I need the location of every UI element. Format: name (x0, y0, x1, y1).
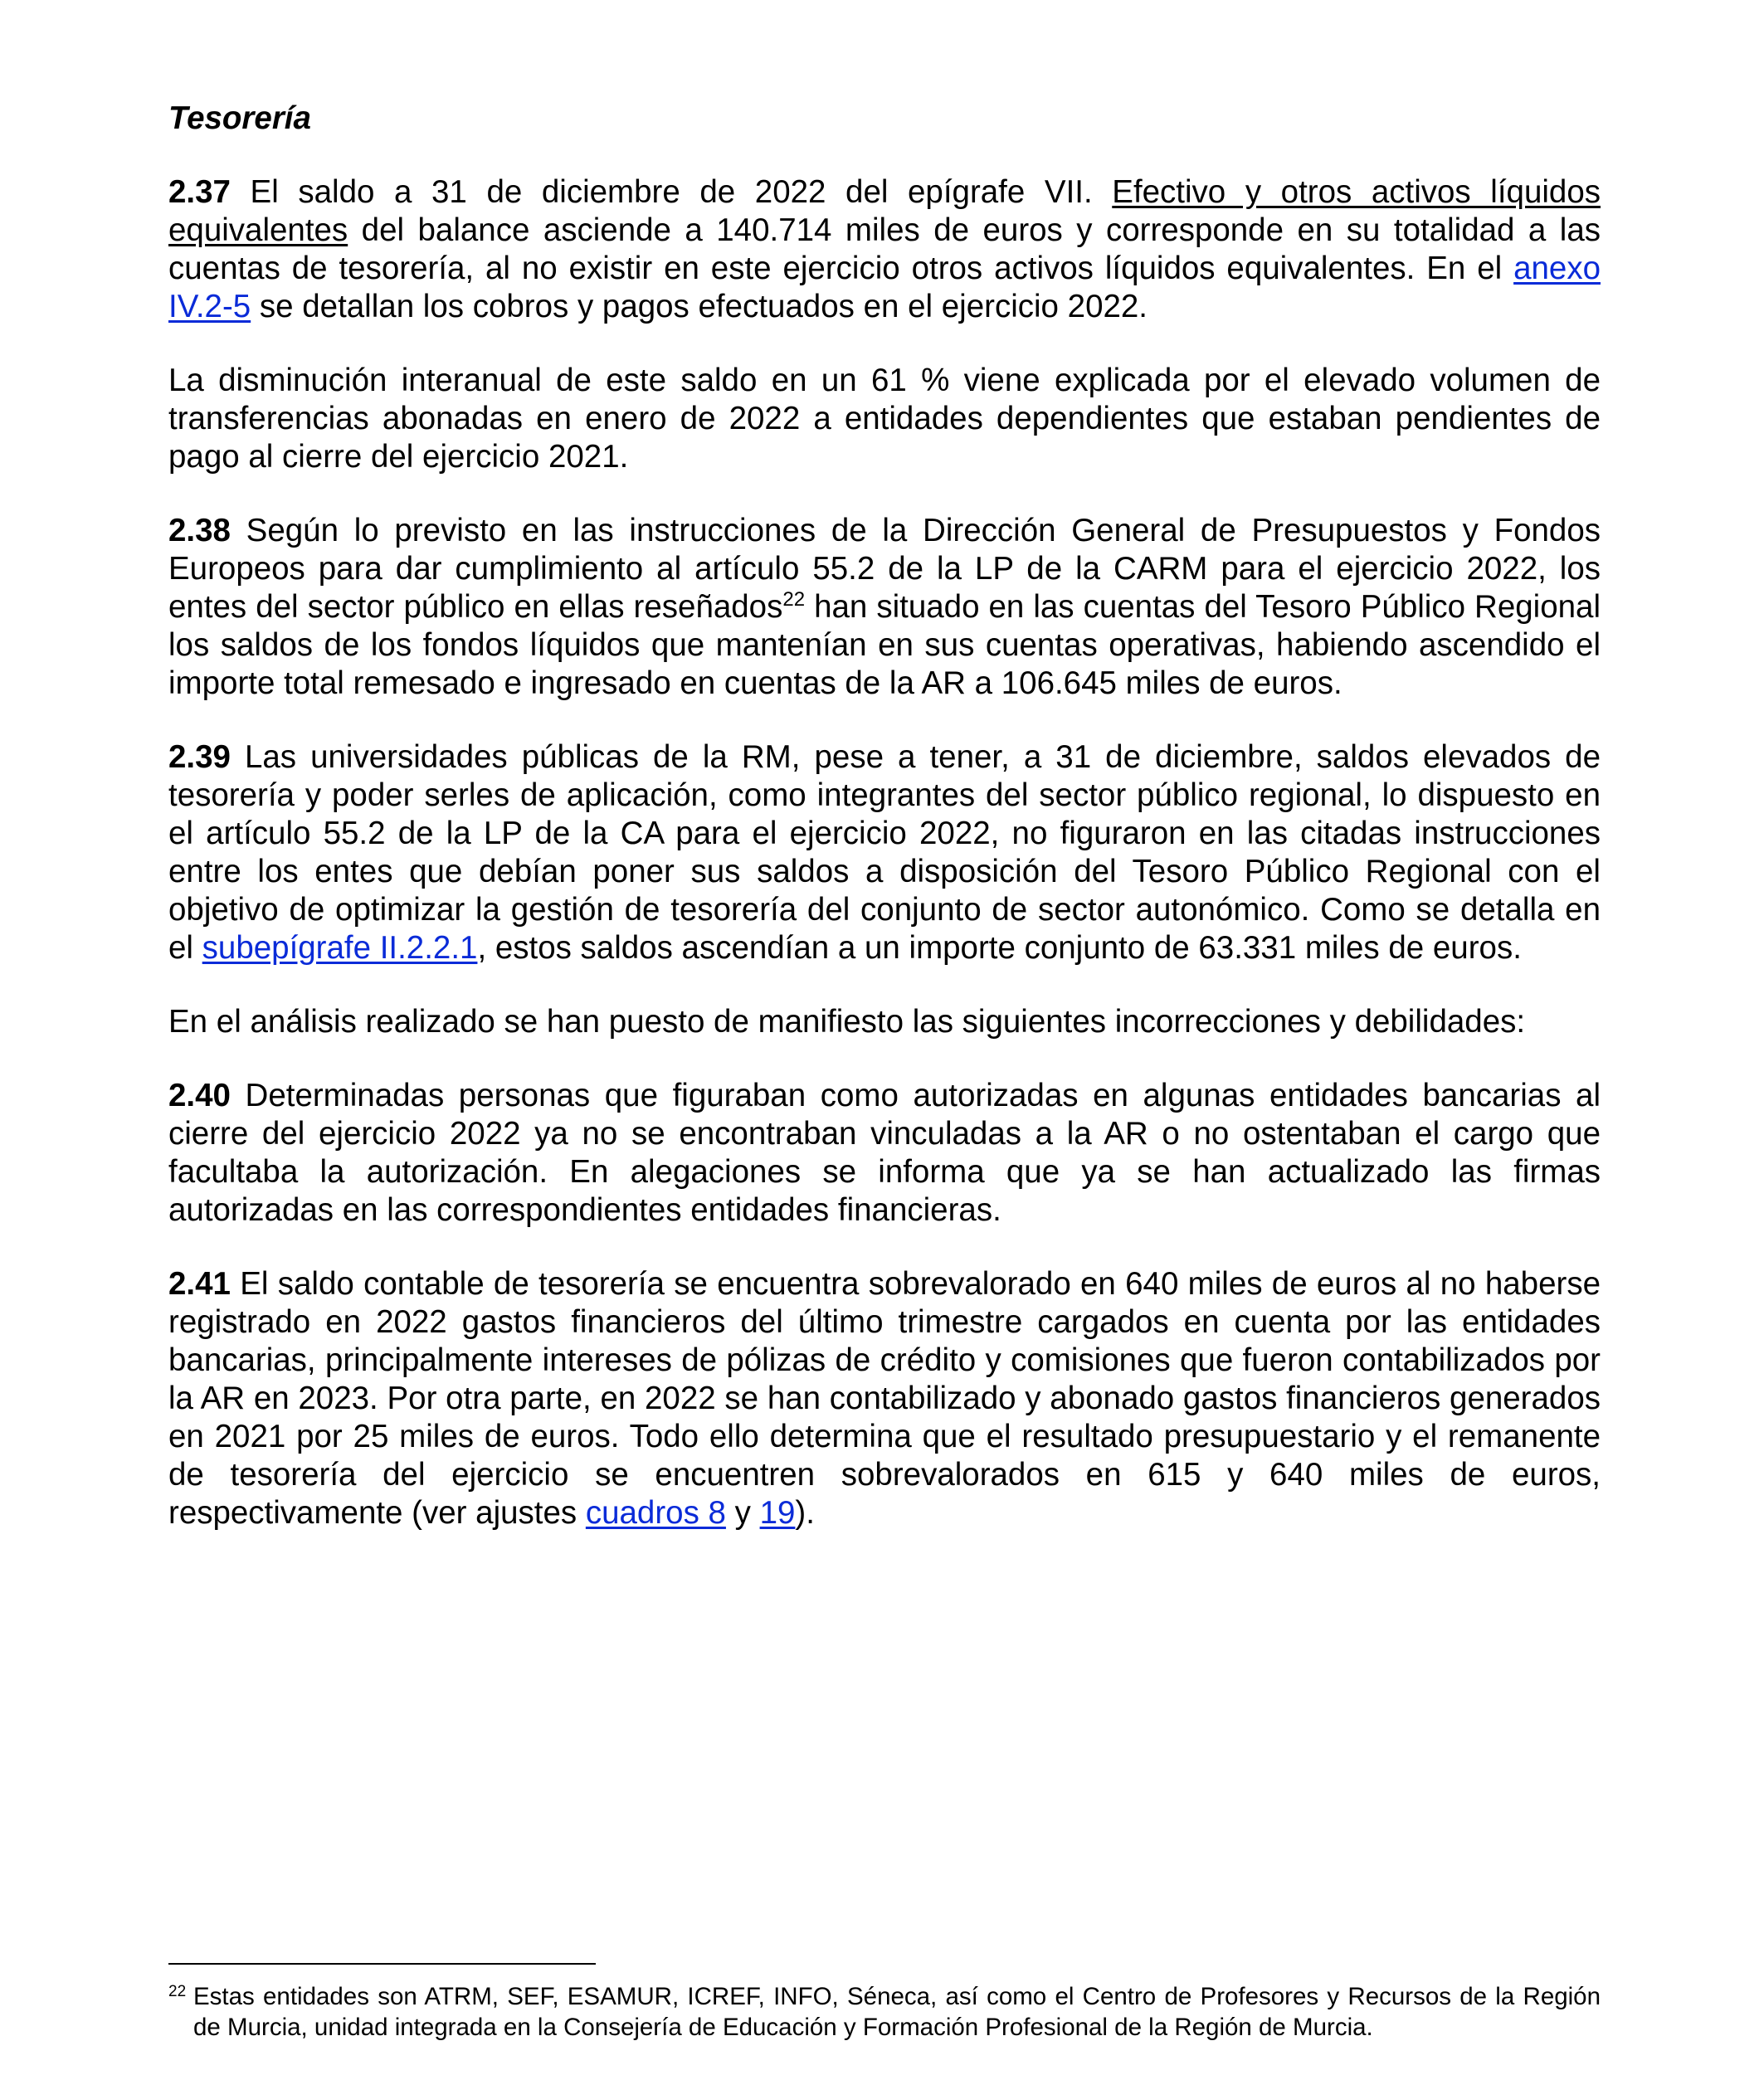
paragraph-text: ). (795, 1495, 815, 1531)
footnote-mark: 22 (168, 1983, 187, 2000)
footnote (168, 1981, 1601, 2043)
cuadros-8-link[interactable]: cuadros 8 (585, 1495, 726, 1531)
paragraph-disminucion: La disminución interanual de este saldo en un 61 % viene explicada por el elevado volumen de transferencias abonadas en enero de 2022 a entidades dependientes que estaban pendientes de pago al cierre del ejercicio 2021. (168, 363, 1601, 475)
paragraph-text: El saldo a 31 de diciembre de 2022 del epígrafe VII. (230, 174, 1113, 210)
paragraph-2-39 (168, 738, 1601, 967)
section-title: Tesorería (168, 100, 311, 136)
paragraph-text: del balance asciende a 140.714 miles de euros y corresponde en su totalidad a las cuentas de tesorería, al no existir en este ejercicio otros activos líquidos equivalentes. En el (168, 212, 1601, 286)
paragraph-text: y (725, 1495, 760, 1531)
paragraph-number: 2.38 (168, 513, 231, 548)
footnote-reference[interactable]: 22 (782, 588, 806, 611)
paragraph-number: 2.41 (168, 1266, 231, 1302)
footnote-row (168, 1981, 1601, 2043)
paragraph-number: 2.39 (168, 739, 231, 775)
paragraph-text: , estos saldos ascendían a un importe conjunto de 63.331 miles de euros. (477, 930, 1522, 966)
paragraph-text: Las universidades públicas de la RM, pese a tener, a 31 de diciembre, saldos elevados de tesorería y poder serles de aplicación, como integrantes del sector público regional, lo dispuesto en el artículo 55.2 de la LP de la CA para el ejercicio 2022, no figuraron en las citadas instrucciones entre los entes que debían poner sus saldos a disposición del Tesoro Público Regional con el objetivo de optimizar la gestión de tesorería del conjunto de sector autonómico. Como se detalla en el (168, 739, 1601, 966)
underlined-term: Efectivo y otros activos líquidos equivalentes (168, 174, 1601, 248)
paragraph-text: Determinadas personas que figuraban como autorizadas en algunas entidades bancarias al cierre del ejercicio 2022 ya no se encontraban vinculadas a la AR o no ostentaban el cargo que facultaba la autorización. En alegaciones se informa que ya se han actualizado las firmas autorizadas en las correspondientes entidades financieras. (168, 1078, 1601, 1228)
main-content (168, 100, 1601, 1568)
cuadro-19-link[interactable]: 19 (759, 1495, 796, 1531)
subepigrafe-link[interactable]: subepígrafe II.2.2.1 (202, 930, 478, 966)
paragraph-2-37 (168, 173, 1601, 326)
paragraph-text: han situado en las cuentas del Tesoro Público Regional los saldos de los fondos líquidos que mantenían en sus cuentas operativas, habiendo ascendido el importe total remesado e ingresado en cuentas de la AR a 106.645 miles de euros. (168, 589, 1601, 701)
paragraph-analisis: En el análisis realizado se han puesto de manifiesto las siguientes incorrecciones y debilidades: (168, 1004, 1526, 1040)
paragraph-2-38 (168, 512, 1601, 703)
footnote-separator (168, 1963, 596, 1965)
paragraph-2-40 (168, 1077, 1601, 1230)
paragraph-text: El saldo contable de tesorería se encuentra sobrevalorado en 640 miles de euros al no haberse registrado en 2022 gastos financieros del último trimestre cargados en cuenta por las entidades bancarias, principalmente intereses de pólizas de crédito y comisiones que fueron contabilizados por la AR en 2023. Por otra parte, en 2022 se han contabilizado y abonado gastos financieros generados en 2021 por 25 miles de euros. Todo ello determina que el resultado presupuestario y el remanente de tesorería del ejercicio se encuentren sobrevalorados en 615 y 640 miles de euros, respectivamente (ver ajustes (168, 1266, 1601, 1531)
paragraph-text: Según lo previsto en las instrucciones de la Dirección General de Presupuestos y Fondos Europeos para dar cumplimiento al artículo 55.2 de la LP de la CARM para el ejercicio 2022, los entes del sector público en ellas reseñados (168, 513, 1601, 625)
paragraph-number: 2.40 (168, 1078, 231, 1113)
anexo-link[interactable]: anexo IV.2-5 (168, 251, 1601, 324)
paragraph-2-41 (168, 1265, 1601, 1532)
paragraph-number: 2.37 (168, 174, 231, 210)
footnote-text: Estas entidades son ATRM, SEF, ESAMUR, ICREF, INFO, Séneca, así como el Centro de Profesores y Recursos de la Región de Murcia, unidad integrada en la Consejería de Educación y Formación Profesional de la Región de Murcia. (193, 1983, 1601, 2041)
paragraph-text: se detallan los cobros y pagos efectuados en el ejercicio 2022. (251, 289, 1148, 324)
